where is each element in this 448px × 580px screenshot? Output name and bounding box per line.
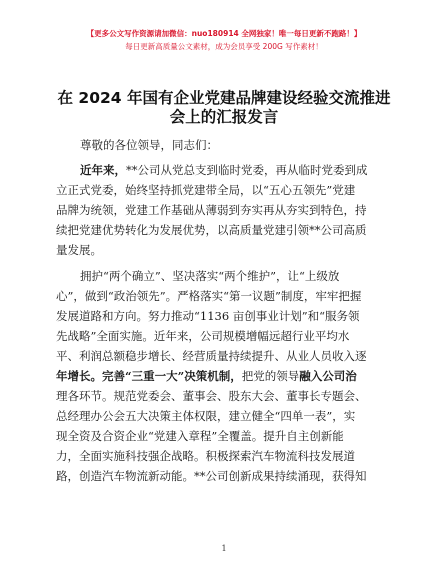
page-number: 1	[221, 544, 227, 553]
salutation: 尊敬的各位领导，同志们：	[80, 138, 218, 152]
paragraph-2-line-10: 力，全面实施科技强企战略。积极探索汽车物流科技发展道	[56, 449, 355, 463]
bold-phrase: 年增长。	[56, 369, 102, 383]
paragraph-1-line-4: 续把党建优势转化为发展优势，以高质量党建引领**公司高质	[56, 223, 367, 237]
document-title-line-1: 在 2024 年国有企业党建品牌建设经验交流推进	[57, 89, 391, 107]
bold-phrase: 完善“三重一大”决策机制，	[102, 369, 242, 383]
paragraph-1-text: **公司从党总支到临时党委，再从临时党委到成	[126, 163, 368, 177]
paragraph-2-line-3: 发展道路和方向。努力推动“1136 亩创事业计划”和“服务领	[56, 309, 360, 323]
bold-phrase: 融入公司治	[299, 369, 357, 383]
paragraph-2-line-4: 先战略”全面实施。近年来，公司规模增幅远超行业平均水	[56, 329, 350, 343]
paragraph-1-line-5: 量发展。	[56, 243, 102, 257]
paragraph-2-line-9: 现全资及合资企业“党建入章程”全覆盖。提升自主创新能	[56, 429, 344, 443]
plain-phrase: 把党的领导	[241, 369, 300, 383]
paragraph-2-line-6	[56, 368, 392, 384]
paragraph-1-line-3: 品牌为统领，党建工作基础从薄弱到夯实再从夯实到特色，持	[56, 203, 367, 217]
paragraph-2-line-2: 心”，做到“政治领先”。严格落实“第一议题”制度，牢牢把握	[56, 289, 362, 303]
document-title-line-2: 会上的汇报发言	[169, 108, 279, 126]
paragraph-1-line-1	[80, 162, 392, 178]
paragraph-2-line-5: 平、利润总额稳步增长、经营质量持续提升、从业人员收入逐	[56, 349, 367, 363]
paragraph-2-line-11: 路，创造汽车物流新动能。**公司创新成果持续涌现，获得知	[56, 469, 367, 483]
paragraph-2-line-8: 总经理办公会五大决策主体权限，建立健全“四单一表”，实	[56, 409, 356, 423]
paragraph-1-lead: 近年来，	[80, 163, 126, 177]
paragraph-2-line-7: 理各环节。规范党委会、董事会、股东大会、董事长专题会、	[56, 389, 367, 403]
paragraph-1-line-2: 立正式党委，始终坚持抓党建带全局，以“五心五领先”党建	[56, 183, 356, 197]
paragraph-2-line-1: 拥护“两个确立”、坚决落实“两个维护”，让“上级放	[80, 269, 340, 283]
promo-banner-line-1: 【更多公文写作资源请加微信：nuo180914 全网独家！唯一每日更新不跑路！】	[86, 29, 362, 38]
promo-banner-line-2: 每日更新高质量公文素材，成为会员享受 200G 写作素材！	[125, 42, 323, 51]
